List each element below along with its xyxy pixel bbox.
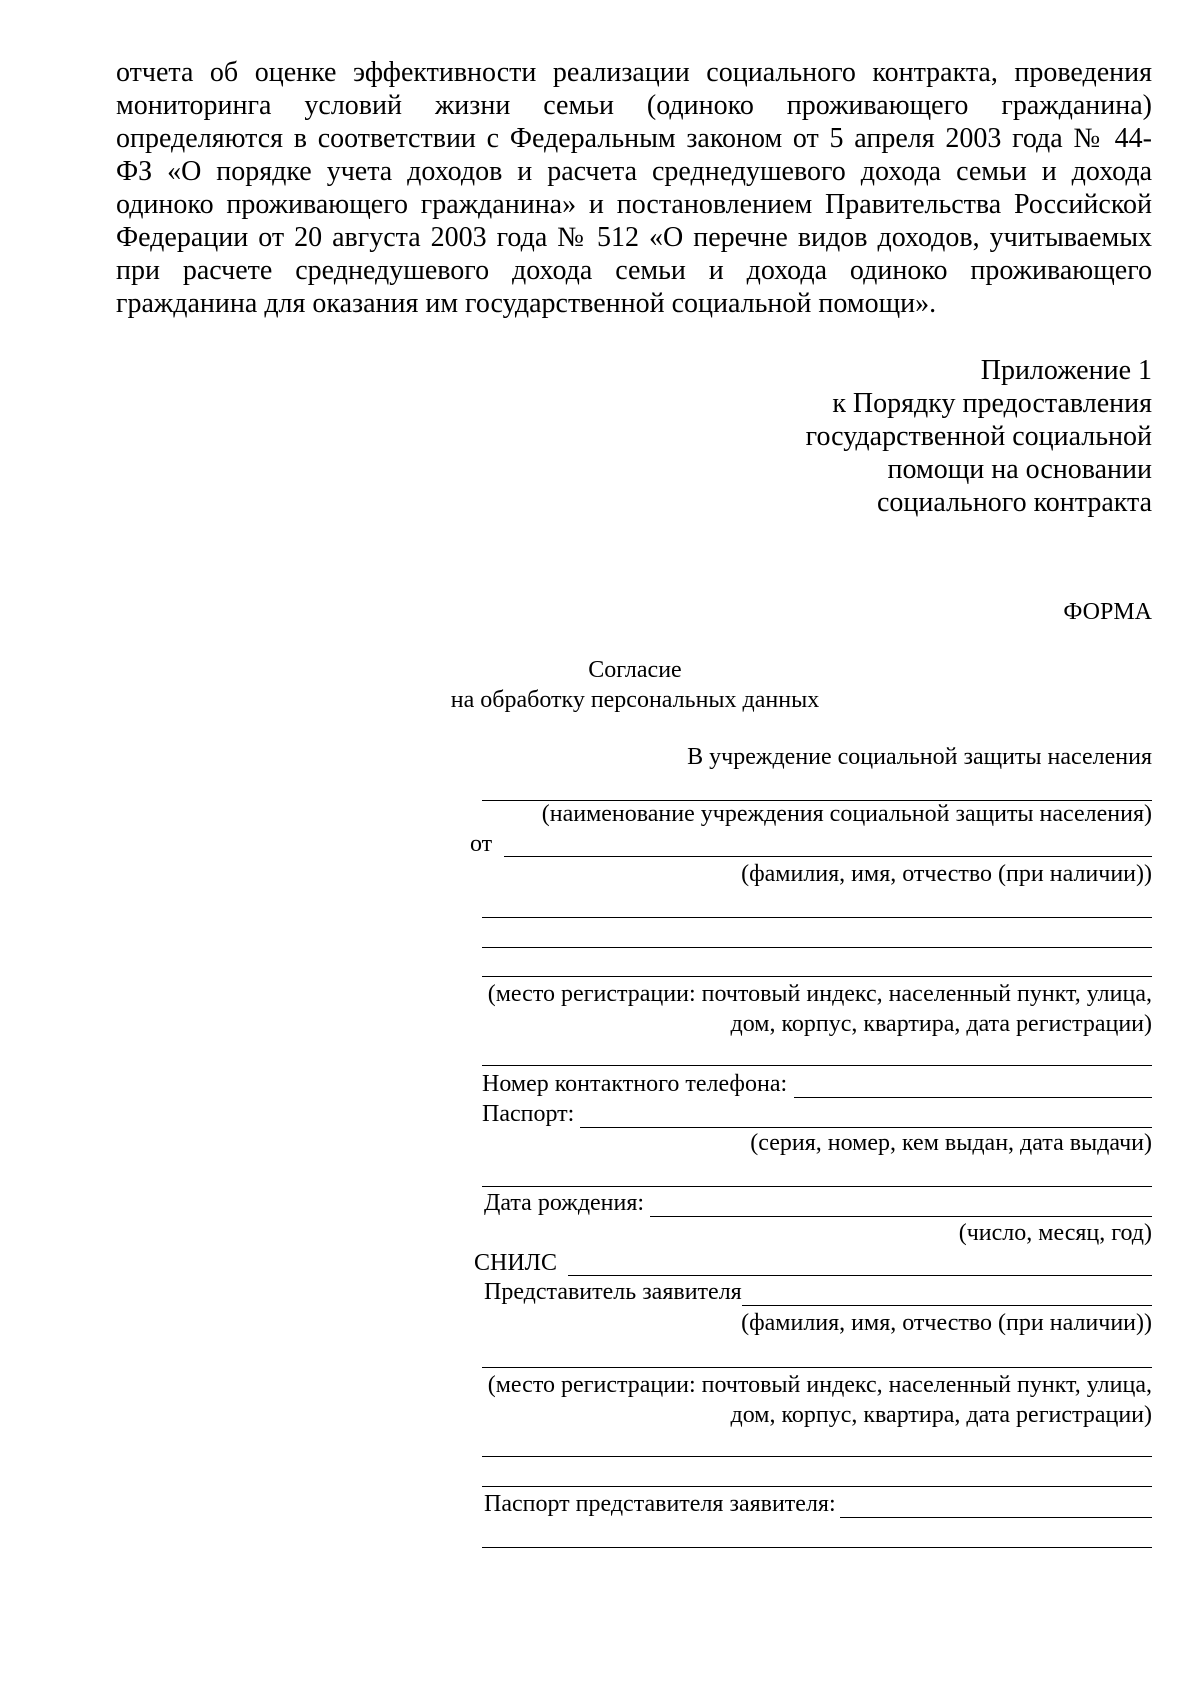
phone-label: Номер контактного телефона: [482, 1071, 788, 1097]
intro-line: гражданина для оказания им государственной социальной помощи». [116, 288, 937, 319]
from-label: от [470, 831, 493, 857]
birth-row [470, 1188, 1152, 1218]
from-row [470, 829, 1152, 859]
snils-field[interactable] [568, 1275, 1152, 1276]
representative-fio-hint: (фамилия, имя, отчество (при наличии)) [741, 1310, 1152, 1336]
representative-registration-hint-row1 [470, 1370, 1152, 1400]
institution-hint-row [470, 799, 1152, 829]
intro-line: мониторинга условий жизни семьи (одиноко проживающего гражданина) [116, 90, 1152, 121]
institution-hint: (наименование учреждения социальной защиты населения) [541, 801, 1152, 827]
consent-title-line1: Согласие [588, 657, 682, 683]
fio-hint: (фамилия, имя, отчество (при наличии)) [741, 861, 1152, 887]
from-field[interactable] [504, 856, 1152, 857]
addressee-row [470, 742, 1152, 772]
representative-registration-hint-line2: дом, корпус, квартира, дата регистрации) [730, 1402, 1152, 1428]
representative-passport-field[interactable] [840, 1517, 1152, 1518]
representative-passport-label: Паспорт представителя заявителя: [484, 1491, 836, 1517]
representative-passport-row [470, 1489, 1152, 1519]
intro-line: определяются в соответствии с Федеральным законом от 5 апреля 2003 года № 44- [116, 123, 1152, 154]
registration-hint-row1 [470, 979, 1152, 1009]
birth-hint-row [470, 1218, 1152, 1248]
passport-field-line2[interactable] [482, 1186, 1152, 1187]
intro-line: Федерации от 20 августа 2003 года № 512 «О перечне видов доходов, учитываемых [116, 222, 1152, 253]
birth-hint: (число, месяц, год) [958, 1220, 1152, 1246]
snils-row [470, 1248, 1152, 1278]
addressee-text: В учреждение социальной защиты населения [687, 744, 1152, 770]
snils-label: СНИЛС [474, 1250, 557, 1276]
birth-field[interactable] [650, 1216, 1152, 1217]
phone-field[interactable] [794, 1097, 1152, 1098]
registration-hint-line1: (место регистрации: почтовый индекс, населенный пункт, улица, [487, 981, 1152, 1007]
fio-hint-row [470, 859, 1152, 889]
appendix-line: помощи на основании [887, 454, 1152, 485]
registration-field-line3[interactable] [482, 976, 1152, 977]
registration-field-line1[interactable] [482, 917, 1152, 918]
registration-field-line2[interactable] [482, 947, 1152, 948]
intro-line: ФЗ «О порядке учета доходов и расчета среднедушевого дохода семьи и дохода [116, 156, 1152, 187]
passport-label: Паспорт: [482, 1101, 575, 1127]
representative-registration-field-line1[interactable] [482, 1367, 1152, 1368]
intro-line: при расчете среднедушевого дохода семьи и дохода одиноко проживающего [116, 255, 1152, 286]
consent-title-line2: на обработку персональных данных [450, 687, 820, 713]
representative-label: Представитель заявителя [484, 1279, 742, 1305]
representative-registration-hint-row2 [470, 1400, 1152, 1430]
registration-hint-line2: дом, корпус, квартира, дата регистрации) [730, 1011, 1152, 1037]
representative-field[interactable] [742, 1305, 1152, 1306]
intro-line: отчета об оценке эффективности реализации социального контракта, проведения [116, 57, 1152, 88]
passport-row [470, 1099, 1152, 1129]
appendix-line: к Порядку предоставления [832, 388, 1152, 419]
representative-row [470, 1277, 1152, 1307]
birth-label: Дата рождения: [484, 1190, 645, 1216]
representative-registration-field-line3[interactable] [482, 1486, 1152, 1487]
intro-paragraph [116, 56, 1152, 320]
registration-field-line4[interactable] [482, 1065, 1152, 1066]
appendix-heading [552, 354, 1152, 519]
passport-hint: (серия, номер, кем выдан, дата выдачи) [750, 1130, 1152, 1156]
intro-line: одиноко проживающего гражданина» и постановлением Правительства Российской [116, 189, 1152, 220]
registration-hint-row2 [470, 1009, 1152, 1039]
appendix-line: социального контракта [877, 487, 1152, 518]
appendix-line: государственной социальной [805, 421, 1152, 452]
consent-title [400, 655, 870, 715]
representative-registration-field-line2[interactable] [482, 1456, 1152, 1457]
passport-hint-row [470, 1128, 1152, 1158]
forma-label: ФОРМА [1063, 599, 1152, 625]
appendix-line: Приложение 1 [980, 355, 1152, 386]
representative-fio-hint-row [470, 1308, 1152, 1338]
phone-row [470, 1069, 1152, 1099]
representative-registration-hint-line1: (место регистрации: почтовый индекс, населенный пункт, улица, [487, 1372, 1152, 1398]
representative-passport-field-line2[interactable] [482, 1547, 1152, 1548]
